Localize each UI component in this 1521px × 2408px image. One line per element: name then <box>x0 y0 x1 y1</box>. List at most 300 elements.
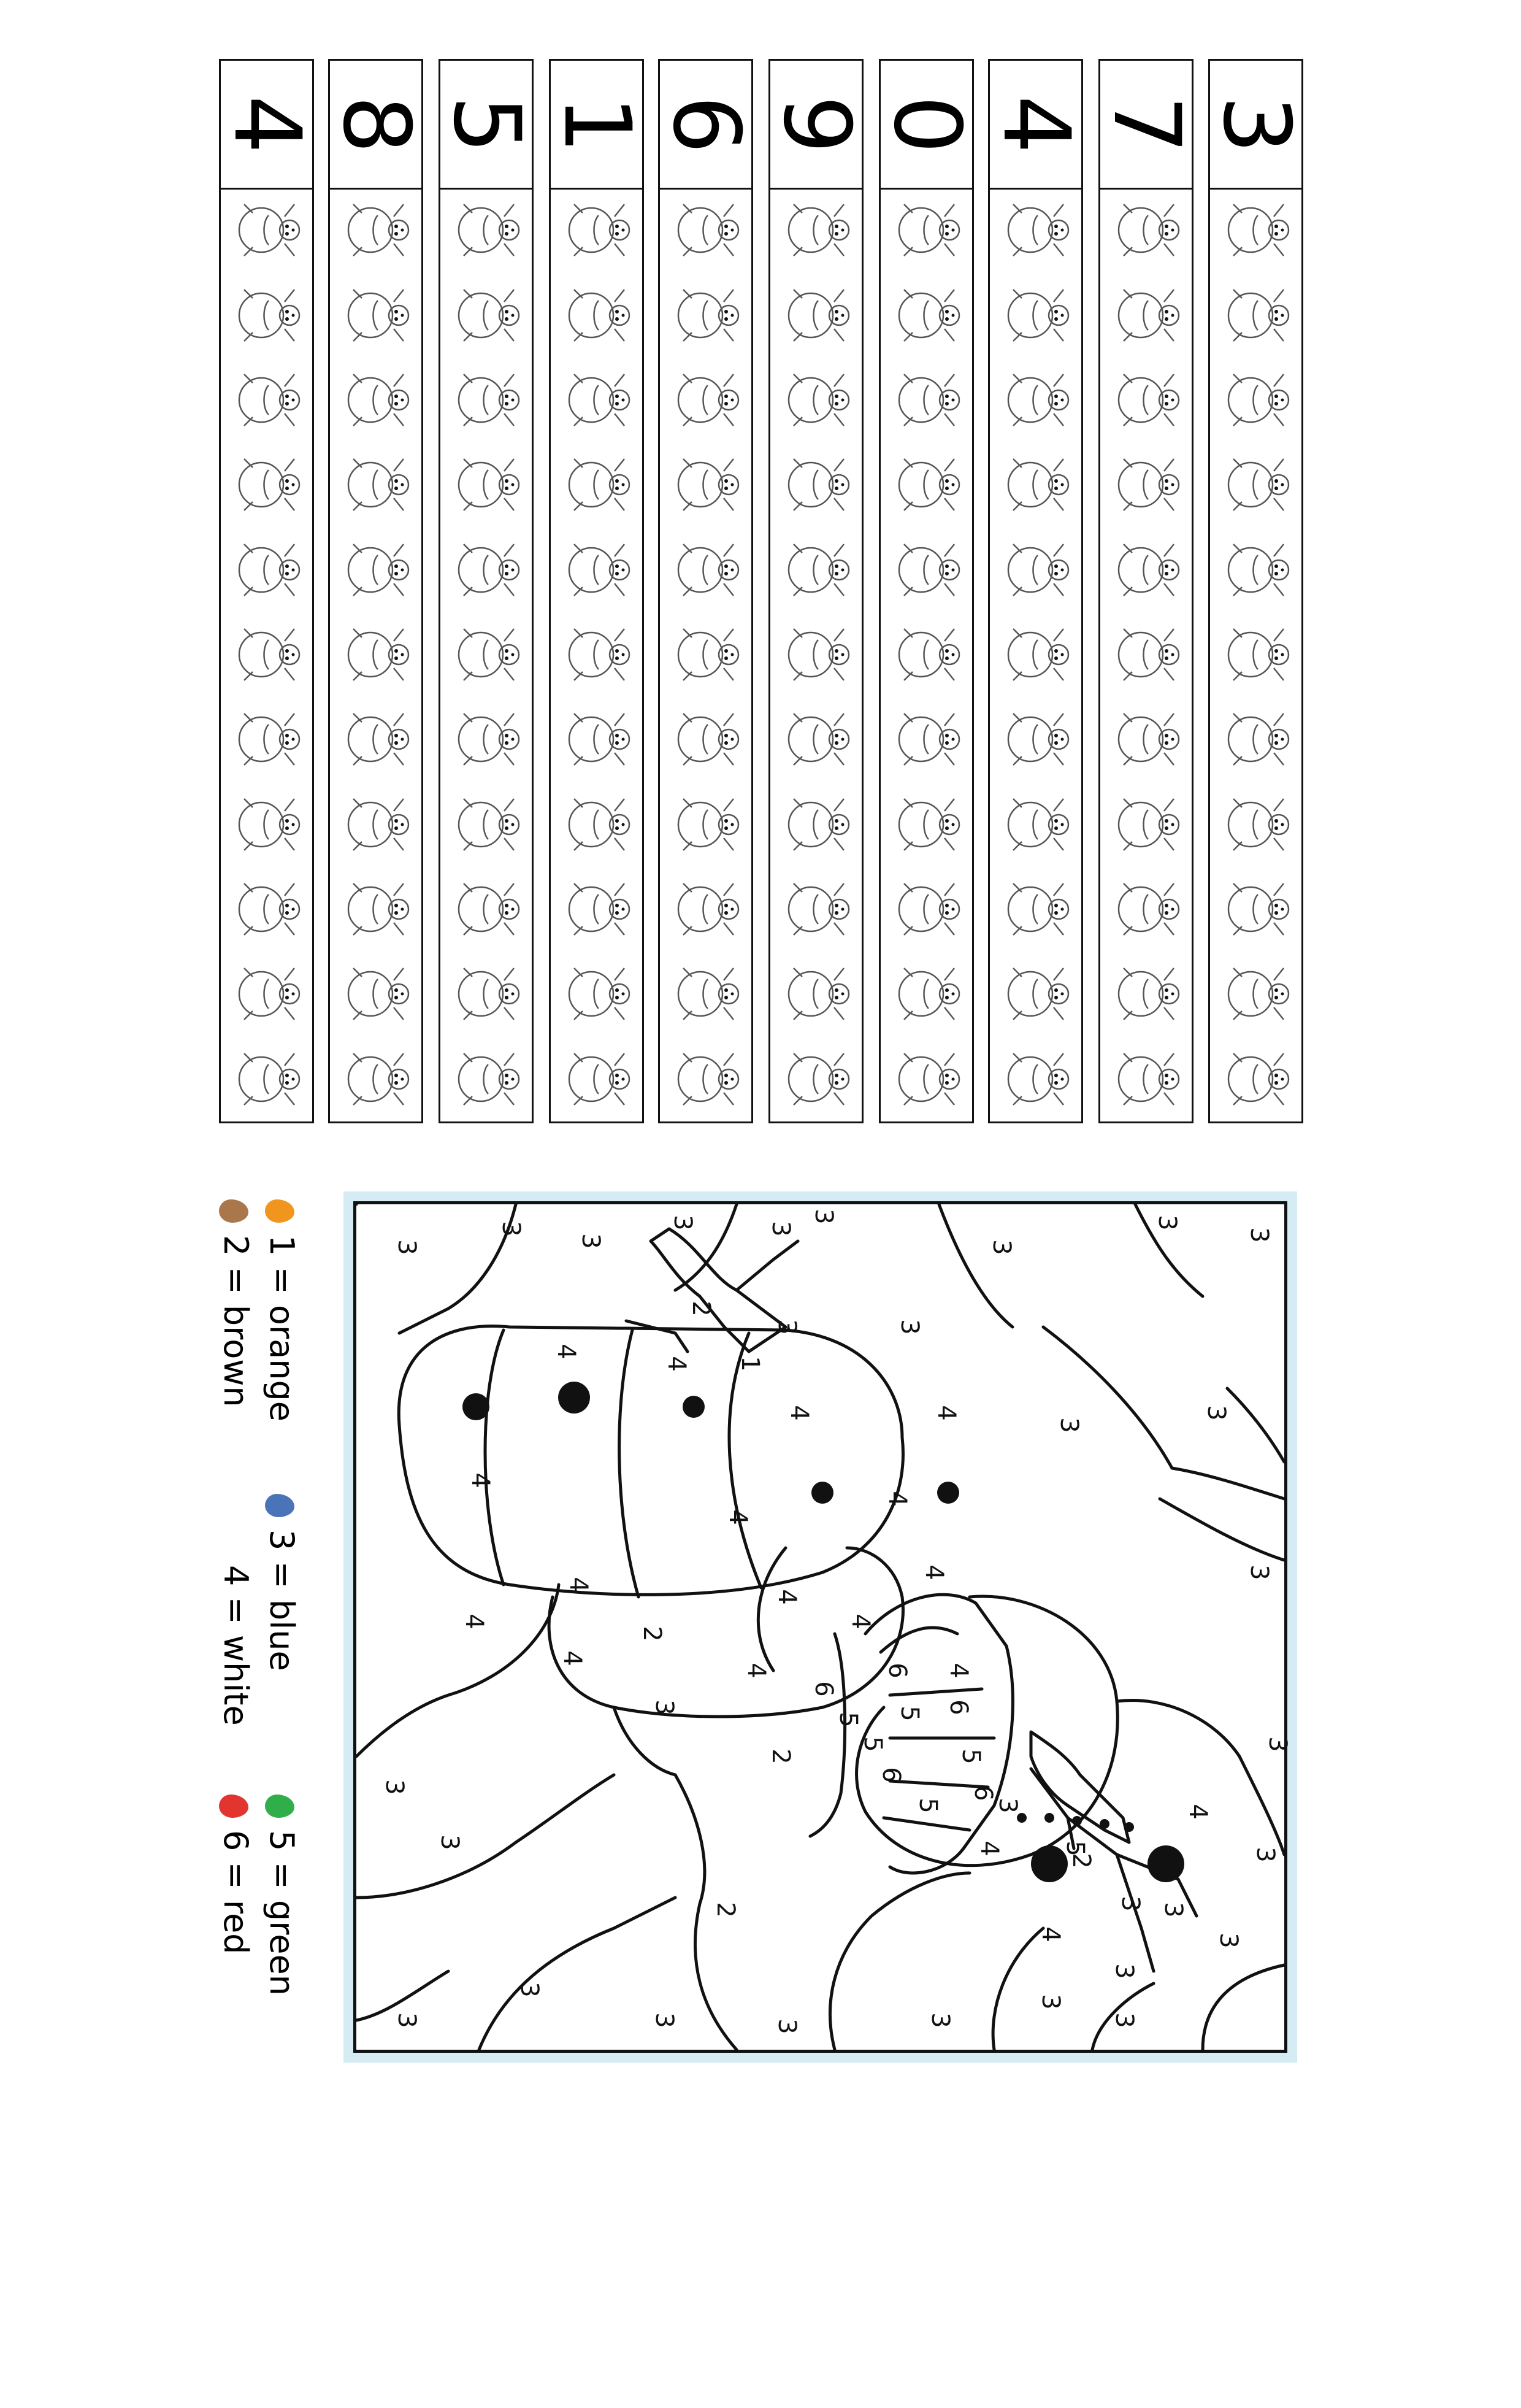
snowman-icon-wrapper <box>226 362 310 434</box>
snowman-icon <box>775 532 860 604</box>
region-number: 2 <box>687 1301 715 1317</box>
snowman-icon-wrapper <box>226 277 310 350</box>
region-number: 4 <box>466 1472 494 1488</box>
snowman-icon-wrapper <box>886 277 970 350</box>
legend-item-6 <box>218 1794 255 2408</box>
snowman-icon-wrapper <box>886 787 970 859</box>
snowman-icon-wrapper <box>665 617 749 689</box>
snowman-icon <box>1105 532 1190 604</box>
snowman-icon <box>995 617 1079 689</box>
snowman-icon-wrapper <box>226 617 310 689</box>
snowman-icon <box>665 362 749 434</box>
snowman-icon <box>226 617 310 689</box>
snowman-icon <box>335 447 420 519</box>
snowman-icon-wrapper <box>556 192 640 264</box>
snowman-icon-wrapper <box>335 362 420 434</box>
coal-button <box>558 1382 590 1414</box>
snowman-icon-wrapper <box>1105 192 1190 264</box>
region-number: 4 <box>564 1577 592 1593</box>
region-number: 3 <box>577 1233 605 1249</box>
snowman-icon-wrapper <box>775 1041 860 1114</box>
region-number: 2 <box>767 1748 795 1764</box>
snowman-icon-wrapper <box>886 192 970 264</box>
snowman-icon-wrapper <box>995 277 1079 350</box>
snowman-icon-wrapper <box>995 362 1079 434</box>
coloring-picture <box>353 1201 1292 2053</box>
snowman-icon <box>445 617 530 689</box>
mouth-dot <box>1072 1816 1082 1826</box>
snowman-icon <box>995 956 1079 1028</box>
snowman-icon-wrapper <box>995 871 1079 944</box>
region-number: 2 <box>711 1902 740 1918</box>
snowman-icon-wrapper <box>445 532 530 604</box>
coal-button <box>683 1396 705 1418</box>
snowman-icon-wrapper <box>335 617 420 689</box>
strip-number-box <box>322 61 429 190</box>
region-number: 4 <box>742 1663 770 1679</box>
strip-number: 9 <box>762 94 870 154</box>
region-number: 3 <box>1202 1405 1230 1421</box>
snowman-icon <box>445 447 530 519</box>
coal-button <box>811 1482 833 1504</box>
strip-number-box <box>1092 61 1200 190</box>
snowman-icon <box>1215 956 1300 1028</box>
snowman-icon <box>226 956 310 1028</box>
counting-strip <box>213 59 320 1123</box>
region-number: 3 <box>810 1209 838 1225</box>
snowman-icon <box>775 701 860 774</box>
region-number: 3 <box>669 1215 697 1231</box>
snowman-icon <box>665 532 749 604</box>
snowman-column <box>440 190 532 1123</box>
snowman-icon-wrapper <box>775 447 860 519</box>
region-number: 3 <box>1159 1902 1187 1918</box>
strip-number-box <box>652 61 759 190</box>
legend-label: 5 = green <box>262 1830 301 1996</box>
snowman-icon-wrapper <box>665 787 749 859</box>
snowman-icon <box>665 871 749 944</box>
paint-blob-icon <box>219 1199 248 1223</box>
snowman-icon-wrapper <box>226 192 310 264</box>
region-number: 4 <box>552 1344 580 1360</box>
legend-item-5 <box>264 1794 301 2408</box>
snowman-icon <box>335 787 420 859</box>
snowman-icon <box>226 787 310 859</box>
region-number: 3 <box>987 1239 1016 1255</box>
snowman-coloring-drawing <box>356 1204 1292 2050</box>
counting-strip <box>762 59 870 1123</box>
snowman-column <box>1210 190 1301 1123</box>
snowman-icon-wrapper <box>995 956 1079 1028</box>
snowman-icon <box>335 1041 420 1114</box>
strip-number-box <box>982 61 1089 190</box>
counting-strip <box>652 59 759 1123</box>
snowman-icon <box>556 956 640 1028</box>
snowman-icon-wrapper <box>335 871 420 944</box>
snowman-icon-wrapper <box>665 277 749 350</box>
region-number: 4 <box>785 1405 813 1421</box>
snowman-icon-wrapper <box>886 532 970 604</box>
strip-number: 4 <box>982 94 1089 154</box>
snowman-column <box>990 190 1081 1123</box>
strip-number: 8 <box>322 94 429 154</box>
snowman-icon-wrapper <box>1215 871 1300 944</box>
strip-number: 3 <box>1202 94 1309 154</box>
snowman-icon <box>665 447 749 519</box>
snowman-icon-wrapper <box>1105 362 1190 434</box>
legend-label: 1 = orange <box>262 1235 301 1421</box>
strip-number-box <box>543 61 650 190</box>
strip-number-box <box>762 61 870 190</box>
legend-label: 4 = white <box>216 1565 255 1726</box>
snowman-icon <box>775 871 860 944</box>
snowman-icon-wrapper <box>1215 277 1300 350</box>
snowman-icon <box>1105 1041 1190 1114</box>
snowman-icon <box>226 871 310 944</box>
snowman-icon-wrapper <box>445 1041 530 1114</box>
snowman-icon-wrapper <box>1215 787 1300 859</box>
snowman-icon <box>775 277 860 350</box>
snowman-icon-wrapper <box>445 787 530 859</box>
snowman-icon <box>445 871 530 944</box>
snowman-icon-wrapper <box>665 192 749 264</box>
snowman-icon <box>1215 787 1300 859</box>
region-number: 5 <box>895 1706 924 1721</box>
snowman-icon-wrapper <box>556 956 640 1028</box>
region-number: 3 <box>773 2018 801 2034</box>
strip-number-box <box>1202 61 1309 190</box>
snowman-icon <box>556 532 640 604</box>
snowman-icon <box>556 447 640 519</box>
snowman-icon <box>886 871 970 944</box>
snowman-icon <box>995 787 1079 859</box>
snowman-icon-wrapper <box>1215 956 1300 1028</box>
region-number: 4 <box>724 1509 752 1525</box>
region-outlines <box>356 1204 1284 2050</box>
snowman-icon-wrapper <box>1215 532 1300 604</box>
snowman-icon-wrapper <box>775 532 860 604</box>
region-number: 3 <box>1055 1417 1083 1433</box>
snowman-icon-wrapper <box>556 447 640 519</box>
snowman-icon <box>665 617 749 689</box>
snowman-icon <box>665 192 749 264</box>
snowman-icon-wrapper <box>556 787 640 859</box>
snowman-icon-wrapper <box>995 447 1079 519</box>
snowman-icon <box>1215 362 1300 434</box>
snowman-icon <box>886 532 970 604</box>
snowman-icon <box>556 362 640 434</box>
snowman-icon <box>445 701 530 774</box>
snowman-column <box>660 190 751 1123</box>
snowman-icon-wrapper <box>226 956 310 1028</box>
region-number: 6 <box>810 1681 838 1697</box>
snowman-icon <box>1215 447 1300 519</box>
snowman-icon <box>335 701 420 774</box>
snowman-icon <box>556 871 640 944</box>
snowman-icon <box>556 787 640 859</box>
snowman-icon <box>775 1041 860 1114</box>
region-number: 4 <box>920 1564 948 1580</box>
region-number: 1 <box>736 1356 764 1372</box>
snowman-icon <box>775 956 860 1028</box>
snowman-icon <box>1105 447 1190 519</box>
region-number: 3 <box>1116 1896 1144 1912</box>
snowman-icon-wrapper <box>886 1041 970 1114</box>
snowman-icon <box>995 1041 1079 1114</box>
snowman-icon-wrapper <box>556 532 640 604</box>
region-number: 4 <box>883 1491 911 1507</box>
region-number: 6 <box>969 1785 997 1801</box>
paint-blob-icon <box>265 1494 294 1517</box>
snowman-icon-wrapper <box>335 787 420 859</box>
snowman-icon-wrapper <box>665 871 749 944</box>
counting-strip <box>322 59 429 1123</box>
snowman-icon-wrapper <box>1105 617 1190 689</box>
snowman-icon <box>886 277 970 350</box>
snowman-icon-wrapper <box>665 447 749 519</box>
region-number: 2 <box>638 1626 666 1642</box>
region-number: 4 <box>944 1663 973 1679</box>
legend-label: 6 = red <box>216 1830 255 1955</box>
snowman-icon <box>1215 871 1300 944</box>
snowman-icon-wrapper <box>445 871 530 944</box>
snowman-icon-wrapper <box>1105 787 1190 859</box>
snowman-icon <box>335 617 420 689</box>
snowman-icon-wrapper <box>886 956 970 1028</box>
snowman-icon-wrapper <box>1215 447 1300 519</box>
snowman-column <box>330 190 421 1123</box>
snowman-icon <box>1105 871 1190 944</box>
snowman-icon-wrapper <box>335 447 420 519</box>
region-number: 6 <box>883 1663 911 1679</box>
region-number: 5 <box>914 1798 942 1814</box>
strip-number: 6 <box>652 94 759 154</box>
region-number: 4 <box>846 1614 875 1629</box>
region-number: 6 <box>944 1699 973 1715</box>
snowman-icon <box>556 1041 640 1114</box>
strip-number: 0 <box>873 94 980 154</box>
snowman-icon <box>995 871 1079 944</box>
snowman-icon <box>335 277 420 350</box>
snowman-icon-wrapper <box>445 956 530 1028</box>
coloring-picture-frame <box>343 1191 1297 2063</box>
counting-strip <box>1092 59 1200 1123</box>
snowman-icon-wrapper <box>995 617 1079 689</box>
snowman-icon <box>886 1041 970 1114</box>
snowman-icon-wrapper <box>445 617 530 689</box>
snowman-icon-wrapper <box>665 1041 749 1114</box>
snowman-icon <box>665 701 749 774</box>
snowman-icon-wrapper <box>665 532 749 604</box>
snowman-column <box>1100 190 1192 1123</box>
snowman-icon <box>226 701 310 774</box>
snowman-icon-wrapper <box>445 277 530 350</box>
snowman-column <box>551 190 642 1123</box>
region-number: 3 <box>380 1779 408 1795</box>
snowman-icon <box>445 787 530 859</box>
counting-strip <box>543 59 650 1123</box>
region-number: 3 <box>1263 1736 1292 1752</box>
snowman-icon <box>886 701 970 774</box>
snowman-icon-wrapper <box>226 1041 310 1114</box>
snowman-icon <box>1105 956 1190 1028</box>
mouth-dot <box>1100 1819 1109 1829</box>
mouth-dot <box>1017 1813 1027 1823</box>
snowman-icon <box>226 362 310 434</box>
snowman-icon <box>335 362 420 434</box>
region-number: 4 <box>975 1841 1003 1856</box>
region-number: 3 <box>1153 1215 1181 1231</box>
snowman-icon-wrapper <box>886 447 970 519</box>
mouth-dot <box>1124 1822 1134 1832</box>
region-number: 3 <box>1110 2012 1138 2028</box>
snowman-icon <box>445 1041 530 1114</box>
region-number: 4 <box>1184 1804 1212 1820</box>
region-number: 3 <box>994 1798 1022 1814</box>
snowman-icon <box>335 532 420 604</box>
snowman-icon-wrapper <box>775 701 860 774</box>
snowman-icon-wrapper <box>886 362 970 434</box>
snowman-icon-wrapper <box>556 617 640 689</box>
snowman-icon <box>665 787 749 859</box>
snowman-icon-wrapper <box>1105 1041 1190 1114</box>
snowman-icon-wrapper <box>556 277 640 350</box>
snowman-icon <box>556 617 640 689</box>
snowman-icon-wrapper <box>226 447 310 519</box>
strip-number: 7 <box>1092 94 1200 154</box>
region-number: 4 <box>1036 1926 1065 1942</box>
region-number: 3 <box>1110 1963 1138 1979</box>
snowman-icon <box>995 447 1079 519</box>
snowman-icon <box>226 447 310 519</box>
snowman-icon <box>1215 277 1300 350</box>
strip-number: 4 <box>213 94 320 154</box>
snowman-icon <box>995 701 1079 774</box>
snowman-icon-wrapper <box>556 362 640 434</box>
snowman-icon <box>886 447 970 519</box>
snowman-icon-wrapper <box>445 701 530 774</box>
snowman-icon-wrapper <box>886 701 970 774</box>
region-number: 3 <box>393 2012 421 2028</box>
region-number: 3 <box>515 1982 543 1998</box>
legend-label: 3 = blue <box>262 1529 301 1671</box>
region-number: 4 <box>773 1589 801 1605</box>
snowman-icon-wrapper <box>1105 532 1190 604</box>
snowman-icon-wrapper <box>775 956 860 1028</box>
snowman-icon <box>1105 787 1190 859</box>
region-number: 5 <box>1061 1841 1089 1856</box>
snowman-icon-wrapper <box>445 362 530 434</box>
snowman-icon-wrapper <box>775 277 860 350</box>
snowman-eye <box>1147 1845 1184 1882</box>
region-number: 3 <box>1245 1564 1273 1580</box>
strip-number: 5 <box>432 94 540 154</box>
snowman-icon-wrapper <box>335 956 420 1028</box>
snowman-icon-wrapper <box>1105 956 1190 1028</box>
snowman-icon-wrapper <box>1215 701 1300 774</box>
snowman-icon-wrapper <box>886 871 970 944</box>
region-number: 3 <box>767 1221 795 1237</box>
snowman-icon <box>665 956 749 1028</box>
snowman-icon <box>556 701 640 774</box>
snowman-icon <box>886 617 970 689</box>
region-number: 3 <box>650 1699 678 1715</box>
snowman-icon <box>1215 617 1300 689</box>
snowman-icon-wrapper <box>775 362 860 434</box>
region-number: 4 <box>662 1356 691 1372</box>
region-number: 3 <box>1036 1994 1065 2010</box>
region-number: 5 <box>834 1712 862 1728</box>
region-number: 3 <box>895 1319 924 1335</box>
snowman-icon-wrapper <box>226 787 310 859</box>
region-number: 4 <box>932 1405 960 1421</box>
snowman-icon-wrapper <box>226 701 310 774</box>
snowman-icon-wrapper <box>1105 277 1190 350</box>
counting-strip <box>982 59 1089 1123</box>
region-number: 6 <box>877 1767 905 1783</box>
snowman-icon <box>1215 532 1300 604</box>
coal-button <box>937 1482 959 1504</box>
region-number: 4 <box>558 1650 586 1666</box>
mouth-dot <box>1044 1813 1054 1823</box>
snowman-column <box>221 190 312 1123</box>
snowman-icon-wrapper <box>995 701 1079 774</box>
counting-strips <box>0 0 1521 1153</box>
snowman-column <box>881 190 972 1123</box>
snowman-icon <box>226 1041 310 1114</box>
snowman-icon-wrapper <box>335 701 420 774</box>
snowman-icon-wrapper <box>556 871 640 944</box>
snowman-icon-wrapper <box>995 787 1079 859</box>
paint-blob-icon <box>265 1794 294 1818</box>
paint-blob-icon <box>265 1199 294 1223</box>
snowman-icon-wrapper <box>1215 362 1300 434</box>
snowman-icon <box>1105 362 1190 434</box>
snowman-icon <box>445 956 530 1028</box>
snowman-icon-wrapper <box>1105 871 1190 944</box>
snowman-icon-wrapper <box>775 871 860 944</box>
snowman-icon <box>226 532 310 604</box>
region-number: 5 <box>957 1748 985 1764</box>
snowman-icon-wrapper <box>556 701 640 774</box>
strip-number-box <box>213 61 320 190</box>
snowman-icon-wrapper <box>665 956 749 1028</box>
snowman-icon-wrapper <box>886 617 970 689</box>
snowman-icon <box>1105 701 1190 774</box>
snowman-icon-wrapper <box>995 192 1079 264</box>
snowman-icon <box>556 277 640 350</box>
color-legend <box>216 1199 307 1996</box>
region-number: 3 <box>497 1221 525 1237</box>
counting-strip <box>432 59 540 1123</box>
snowman-icon <box>665 277 749 350</box>
snowman-icon-wrapper <box>1215 1041 1300 1114</box>
snowman-icon <box>886 956 970 1028</box>
snowman-icon-wrapper <box>226 871 310 944</box>
snowman-icon-wrapper <box>556 1041 640 1114</box>
snowman-icon <box>445 532 530 604</box>
snowman-icon <box>335 871 420 944</box>
snowman-icon <box>995 532 1079 604</box>
snowman-icon <box>1105 617 1190 689</box>
region-number: 4 <box>460 1614 488 1629</box>
region-numbers <box>380 1209 1292 2034</box>
snowman-icon-wrapper <box>1215 192 1300 264</box>
snowman-column <box>770 190 862 1123</box>
snowman-icon <box>665 1041 749 1114</box>
snowman-icon-wrapper <box>1105 701 1190 774</box>
strip-number-box <box>873 61 980 190</box>
